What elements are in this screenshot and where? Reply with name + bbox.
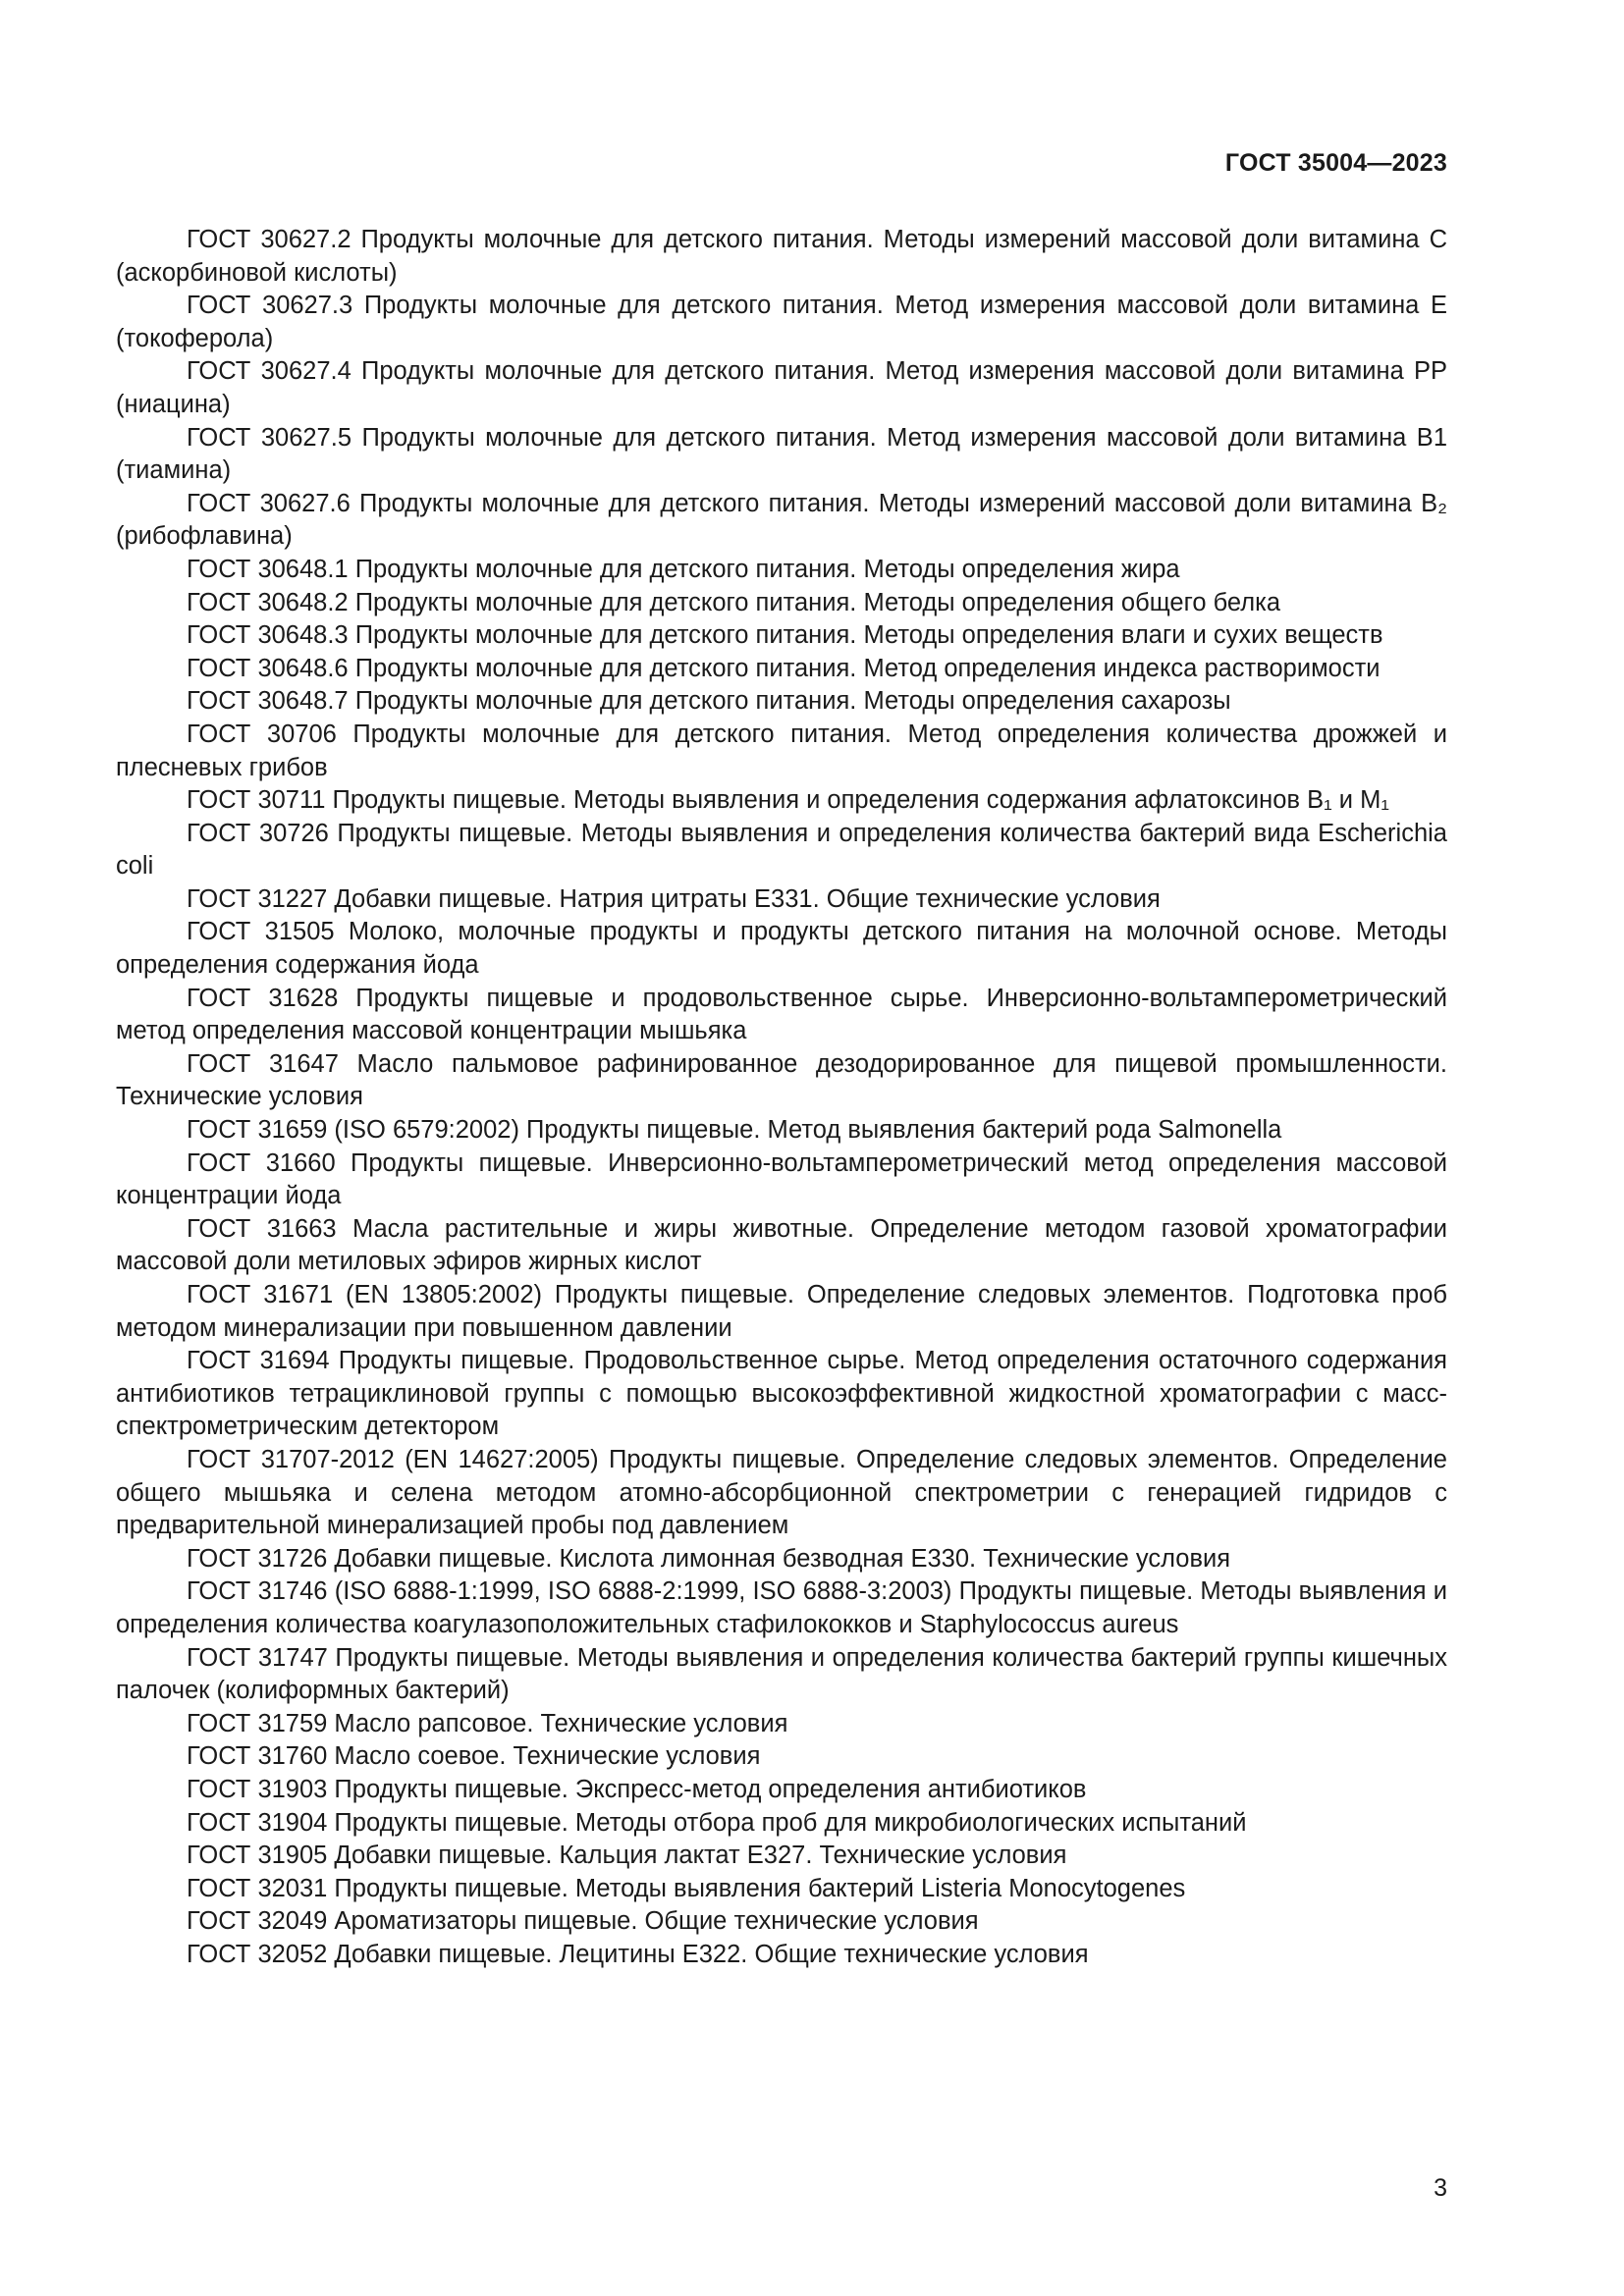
reference-item: ГОСТ 31746 (ISO 6888-1:1999, ISO 6888-2:1999, ISO 6888-3:2003) Продукты пищевые. Методы выявления и определения количества коагулазоположительных стафилококков и Staphylococcus aureus (116, 1577, 1447, 1638)
reference-item: ГОСТ 30726 Продукты пищевые. Методы выявления и определения количества бактерий вида Escherichia coli (116, 819, 1447, 881)
reference-item: ГОСТ 31505 Молоко, молочные продукты и продукты детского питания на молочной основе. Методы определения содержания йода (116, 918, 1447, 980)
reference-item: ГОСТ 31904 Продукты пищевые. Методы отбора проб для микробиологических испытаний (187, 1808, 1247, 1837)
reference-item: ГОСТ 31905 Добавки пищевые. Кальция лактат E327. Технические условия (187, 1842, 1067, 1870)
reference-item: ГОСТ 30648.6 Продукты молочные для детского питания. Метод определения индекса растворимости (187, 654, 1380, 682)
reference-item: ГОСТ 31660 Продукты пищевые. Инверсионно-вольтамперометрический метод определения массовой концентрации йода (116, 1148, 1447, 1210)
reference-item: ГОСТ 31760 Масло соевое. Технические условия (187, 1742, 761, 1771)
reference-item: ГОСТ 31747 Продукты пищевые. Методы выявления и определения количества бактерий группы кишечных палочек (колиформных бактерий) (116, 1643, 1447, 1705)
reference-item: ГОСТ 30706 Продукты молочные для детского питания. Метод определения количества дрожжей и плесневых грибов (116, 720, 1447, 781)
reference-item: ГОСТ 32052 Добавки пищевые. Лецитины E322. Общие технические условия (187, 1940, 1089, 1968)
reference-item: ГОСТ 30711 Продукты пищевые. Методы выявления и определения содержания афлатоксинов B₁ и M₁ (187, 786, 1389, 815)
reference-item: ГОСТ 30627.2 Продукты молочные для детского питания. Методы измерений массовой доли витамина C (аскорбиновой кислоты) (116, 226, 1447, 287)
reference-item: ГОСТ 30627.5 Продукты молочные для детского питания. Метод измерения массовой доли витамина B1 (тиамина) (116, 423, 1447, 485)
reference-item: ГОСТ 31663 Масла растительные и жиры животные. Определение методом газовой хроматографии массовой доли метиловых эфиров жирных кислот (116, 1214, 1447, 1276)
reference-item: ГОСТ 31903 Продукты пищевые. Экспресс-метод определения антибиотиков (187, 1775, 1087, 1803)
reference-item: ГОСТ 31694 Продукты пищевые. Продовольственное сырье. Метод определения остаточного содержания антибиотиков тетрациклиновой группы с помощью высокоэффективной жидкостной хроматографии с масс-спектрометрическим детектором (116, 1347, 1447, 1441)
reference-item: ГОСТ 31647 Масло пальмовое рафинированное дезодорированное для пищевой промышленности. Технические условия (116, 1049, 1447, 1111)
reference-item: ГОСТ 32049 Ароматизаторы пищевые. Общие технические условия (187, 1907, 979, 1936)
reference-item: ГОСТ 30648.7 Продукты молочные для детского питания. Методы определения сахарозы (187, 687, 1231, 716)
reference-item: ГОСТ 30627.4 Продукты молочные для детского питания. Метод измерения массовой доли витамина PP (ниацина) (116, 357, 1447, 418)
reference-item: ГОСТ 31759 Масло рапсовое. Технические условия (187, 1709, 788, 1737)
reference-item: ГОСТ 31227 Добавки пищевые. Натрия цитраты E331. Общие технические условия (187, 884, 1161, 913)
reference-item: ГОСТ 30627.6 Продукты молочные для детского питания. Методы измерений массовой доли витамина B₂ (рибофлавина) (116, 489, 1447, 551)
reference-item: ГОСТ 31659 (ISO 6579:2002) Продукты пищевые. Метод выявления бактерий рода Salmonella (187, 1116, 1282, 1145)
reference-item: ГОСТ 31726 Добавки пищевые. Кислота лимонная безводная E330. Технические условия (187, 1544, 1231, 1573)
reference-item: ГОСТ 30648.3 Продукты молочные для детского питания. Методы определения влаги и сухих веществ (187, 621, 1383, 650)
reference-item: ГОСТ 31628 Продукты пищевые и продовольственное сырье. Инверсионно-вольтамперометрический метод определения массовой концентрации мышьяка (116, 984, 1447, 1045)
reference-item: ГОСТ 30648.2 Продукты молочные для детского питания. Методы определения общего белка (187, 588, 1281, 616)
normative-references-list (116, 224, 1447, 1971)
page-header-standard: ГОСТ 35004—2023 (1224, 149, 1447, 177)
reference-item: ГОСТ 30627.3 Продукты молочные для детского питания. Метод измерения массовой доли витамина E (токоферола) (116, 292, 1447, 352)
reference-item: ГОСТ 31671 (EN 13805:2002) Продукты пищевые. Определение следовых элементов. Подготовка проб методом минерализации при повышенном давлении (116, 1281, 1447, 1342)
reference-item: ГОСТ 31707-2012 (EN 14627:2005) Продукты пищевые. Определение следовых элементов. Определение общего мышьяка и селена методом атомно-абсорбционной спектрометрии с генерацией гидридов с предварительной минерализацией пробы под давлением (116, 1445, 1447, 1540)
reference-item: ГОСТ 32031 Продукты пищевые. Методы выявления бактерий Listeria Monocytogenes (187, 1874, 1186, 1902)
page-number: 3 (1434, 2174, 1447, 2202)
reference-item: ГОСТ 30648.1 Продукты молочные для детского питания. Методы определения жира (187, 555, 1180, 583)
